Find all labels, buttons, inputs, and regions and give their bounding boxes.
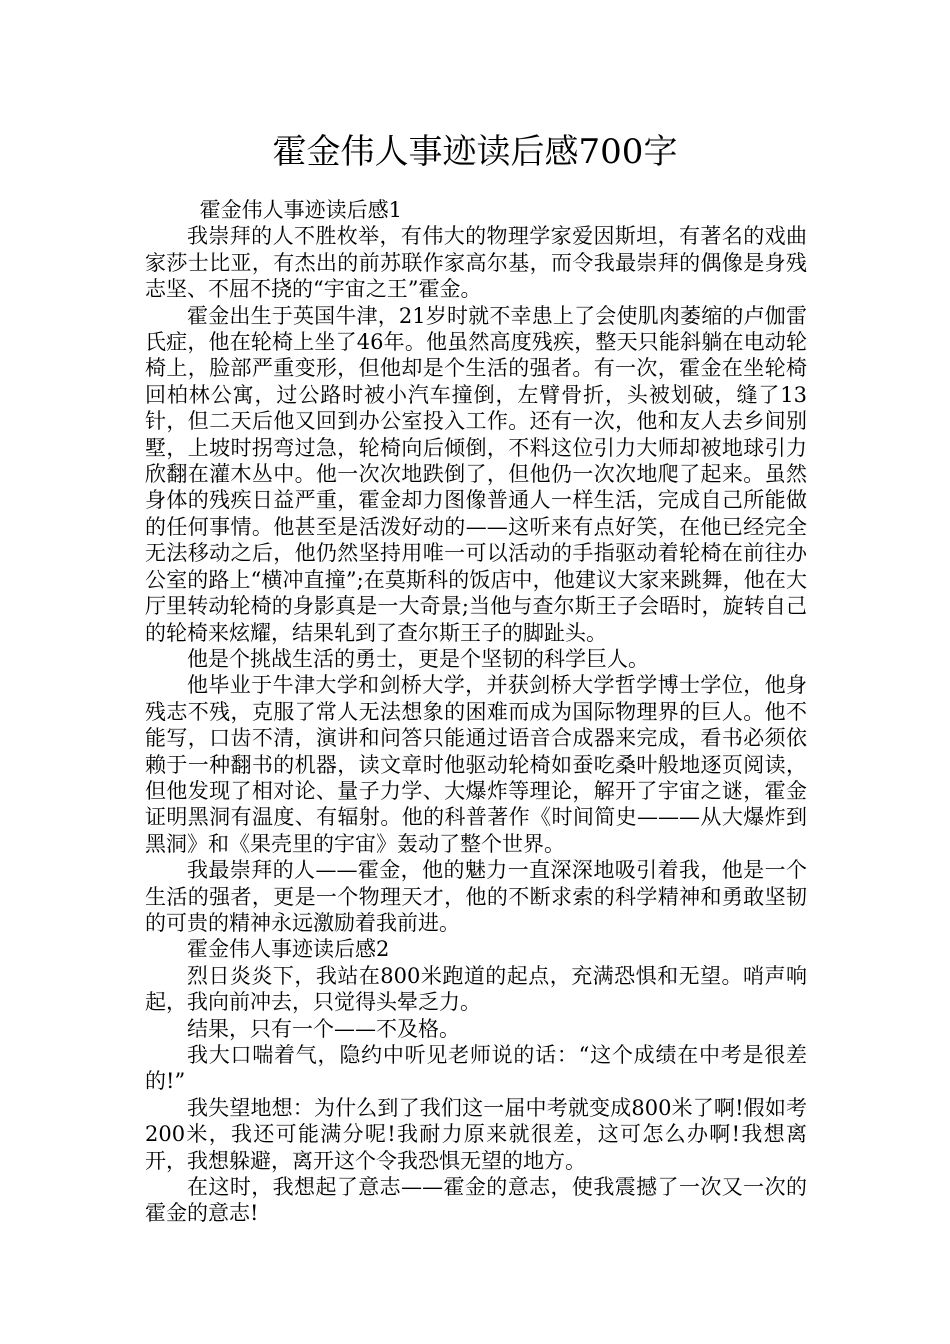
document-body <box>145 197 807 1227</box>
paragraph: 霍金出生于英国牛津，21岁时就不幸患上了会使肌肉萎缩的卢伽雷氏症，他在轮椅上坐了46年。他虽然高度残疾，整天只能斜躺在电动轮椅上，脸部严重变形，但他却是个生活的强者。有一次，霍金在坐轮椅回柏林公寓，过公路时被小汽车撞倒，左臂骨折，头被划破，缝了13针，但二天后他又回到办公室投入工作。还有一次，他和友人去乡间别墅，上坡时拐弯过急，轮椅向后倾倒，不料这位引力大师却被地球引力欣翻在灌木丛中。他一次次地跌倒了，但他仍一次次地爬了起来。虽然身体的残疾日益严重，霍金却力图像普通人一样生活，完成自己所能做的任何事情。他甚至是活泼好动的——这听来有点好笑，在他已经完全无法移动之后，他仍然坚持用唯一可以活动的手指驱动着轮椅在前往办公室的路上“横冲直撞”;在莫斯科的饭店中，他建议大家来跳舞，他在大厅里转动轮椅的身影真是一大奇景;当他与查尔斯王子会晤时，旋转自己的轮椅来炫耀，结果轧到了查尔斯王子的脚趾头。 <box>145 303 807 645</box>
paragraph: 他是个挑战生活的勇士，更是个坚韧的科学巨人。 <box>187 646 649 671</box>
paragraph: 我最崇拜的人——霍金，他的魅力一直深深地吸引着我，他是一个生活的强者，更是一个物理天才，他的不断求索的科学精神和勇敢坚韧的可贵的精神永远激励着我前进。 <box>145 858 807 935</box>
document-title: 霍金伟人事迹读后感700字 <box>272 132 678 172</box>
paragraph: 我大口喘着气，隐约中听见老师说的话：“这个成绩在中考是很差的!” <box>145 1043 807 1094</box>
paragraph: 他毕业于牛津大学和剑桥大学，并获剑桥大学哲学博士学位，他身残志不残，克服了常人无法想象的困难而成为国际物理界的巨人。他不能写，口齿不清，演讲和问答只能通过语音合成器来完成，看书必须依赖于一种翻书的机器，读文章时他驱动轮椅如蚕吃桑叶般地逐页阅读，但他发现了相对论、量子力学、大爆炸等理论，解开了宇宙之谜，霍金证明黑洞有温度、有辐射。他的科普著作《时间简史———从大爆炸到黑洞》和《果壳里的宇宙》轰动了整个世界。 <box>145 673 807 856</box>
paragraph: 结果，只有一个——不及格。 <box>187 1016 460 1041</box>
paragraph: 烈日炎炎下，我站在800米跑道的起点，充满恐惧和无望。哨声响起，我向前冲去，只觉得头晕乏力。 <box>145 963 807 1015</box>
paragraph: 我崇拜的人不胜枚举，有伟大的物理学家爱因斯坦，有著名的戏曲家莎士比亚，有杰出的前苏联作家高尔基，而令我最崇拜的偶像是身残志坚、不屈不挠的“宇宙之王”霍金。 <box>145 224 807 302</box>
section-heading-1: 霍金伟人事迹读后感1 <box>199 198 402 222</box>
paragraph: 我失望地想：为什么到了我们这一届中考就变成800米了啊!假如考200米，我还可能满分呢!我耐力原来就很差，这可怎么办啊!我想离开，我想躲避，离开这个令我恐惧无望的地方。 <box>145 1095 807 1173</box>
section-heading-2: 霍金伟人事迹读后感2 <box>187 937 390 962</box>
paragraph: 在这时，我想起了意志——霍金的意志，使我震撼了一次又一次的霍金的意志! <box>145 1175 807 1226</box>
